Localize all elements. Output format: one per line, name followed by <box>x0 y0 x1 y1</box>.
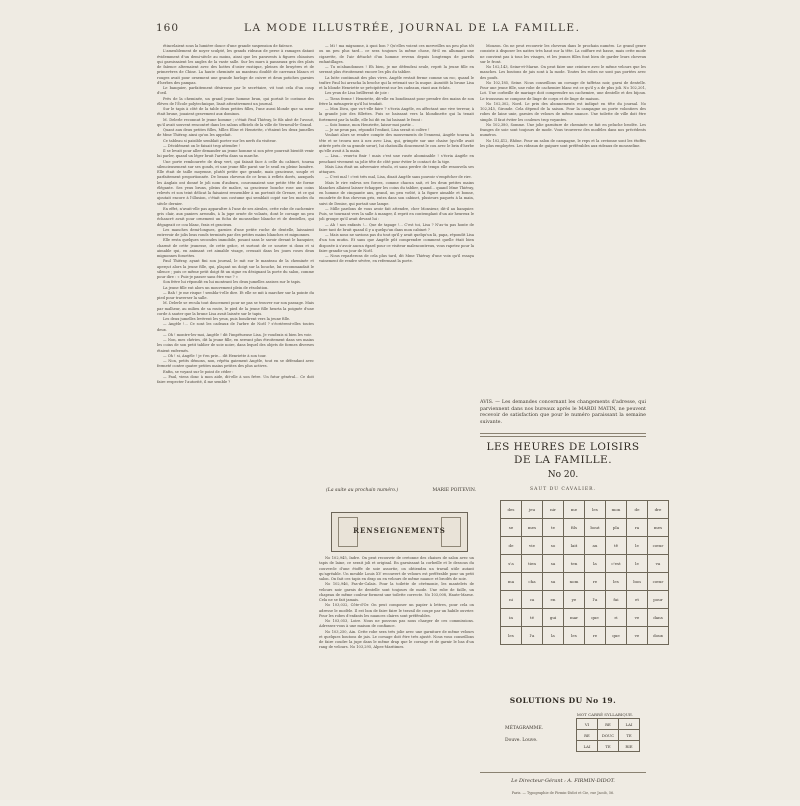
grid-cell: vie <box>522 537 543 555</box>
knight-tour-grid <box>500 500 669 645</box>
grid-cell: ni <box>501 591 522 609</box>
grid-cell: les <box>501 627 522 645</box>
grid-cell: TE <box>619 730 640 741</box>
story-paragraph: Les deux jumelles levèrent les yeux, puis bondirent vers la jeune fille. <box>163 317 291 321</box>
grid-cell: pla <box>606 519 627 537</box>
story-paragraph: Enfin, se voyant sur le point de céder : <box>163 369 234 374</box>
leisure-title: LES HEURES DE LOISIRS DE LA FAMILLE. <box>486 441 640 466</box>
grid-cell: fils <box>564 519 585 537</box>
solution-grid <box>576 718 640 752</box>
story-paragraph: Près de la cheminée, un grand jeune homme brun, qui portait le costume des élèves de l'École polytechnique, lisait attentivement un journal. <box>157 96 314 106</box>
story-paragraph: La jeune fille eut alors un mouvement plein de résolution. <box>163 285 269 290</box>
story-paragraph: Il se levait pour aller demander au jeune homme si son père pourrait bientôt venir lui parler, quand un léger bruit l'arrêta dans sa marche. <box>157 149 314 159</box>
grid-cell: RIE <box>619 741 640 752</box>
renseignement-entry: No 102,302, Nord. Le prix des abonnements est indiqué en tête du journal. No 102,345, Gironde. Cela dépend de la saison. Pour la campagne on porte volontiers des robes de laine unie, garnies de velours de même nuance. Une toilette de ville doit être simple. Il faut éviter les couleurs trop voyantes. <box>480 101 646 122</box>
leisure-number: No 20. <box>547 470 579 480</box>
renseignement-entry: Mouzon. On ne peut recouvrir les cheveux dans le prochain numéro. Le grand genre consiste à disposer les nattes très haut sur la tête. La coiffure est basse, mais cette mode ne convient pas à tous les visages, et les jeunes filles font bien de garder leurs cheveux sur le front. <box>480 44 646 64</box>
story-paragraph: Mais le rire enleva ses forces, comme chacun sait, et les deux petites mains blanches allaient laisser échapper les coins du tablier, quand... quand Mme Thiéray, en homme de cinquante ans, grand, un peu voûté, à la figure aimable et bonne, encadrée de fins cheveux gris, entra dans son cabinet, plusieurs paquets à la main, suivi de Denise, qui portait une lampe. <box>319 180 474 206</box>
grid-row <box>577 719 640 730</box>
grid-cell: re <box>585 627 606 645</box>
story-paragraph: Quant aux deux petites filles, Mlles Elise et Henriette, c'étaient les deux jumelles de Mme Thiéray, ainsi qu'on les appelait. <box>157 128 314 138</box>
grid-cell: la <box>543 627 564 645</box>
renseignement-entry: No 102,143, Seine-et-Marne. On peut faire une ceinture avec le même velours que les manches. Les boutons de jais sont à la mode. Toutes les robes ne sont pas portées avec des poufs. <box>480 65 646 80</box>
grid-cell: nir <box>543 501 564 519</box>
grid-cell: ve <box>627 627 648 645</box>
grid-row <box>501 519 669 537</box>
grid-cell: ten <box>564 555 585 573</box>
grid-cell: les <box>564 627 585 645</box>
grid-cell: des <box>501 501 522 519</box>
renseignement-entry: No 102,946, Pas-de-Calais. Pour la toilette de cérémonie, les mantelets de velours noir garnis de dentelle sont toujours de mode. Une robe de faille, un chapeau de même couleur forment une toilette correcte. No 103,008, Haute-Marne. Cela ne se fait jamais. <box>319 582 474 602</box>
divider <box>480 433 646 434</box>
grid-cell: mes <box>648 519 669 537</box>
story-paragraph: La lutte continuait des plus vives. Angèle restait ferme comme un roc, quand le traître Paul lui arracha la broche qui la retenait sur la nuque. Aussitôt la brune Lisa et la blonde Henriette se précipitèrent sur les cadeaux, riant aux éclats. <box>319 75 474 90</box>
story-paragraph: — Lisa... veux-tu finir ! mais c'est une rusée abominable ! s'écria Angèle en penchant vivement sa jolie tête de côté pour éviter le contact de la tige. <box>319 154 474 164</box>
renseignement-entry: No 103,250, Ain. Cette robe sera très jolie avec une garniture de même velours et quelques boutons de jais. Le corsage doit être très ajusté. Nous vous conseillons de faire coudre la jupe dans le même drap que le corsage et de garnir le bas d'un rang de velours. No 103,295, Alpes-Maritimes. <box>319 629 474 650</box>
grid-cell: jeu <box>522 501 543 519</box>
story-column-1 <box>157 44 314 732</box>
grid-row <box>501 501 669 519</box>
metagramme-block <box>505 723 543 747</box>
grid-cell: le <box>627 537 648 555</box>
to-be-continued: (La suite au prochain numéro.) <box>326 488 399 493</box>
grid-cell: l'a <box>522 627 543 645</box>
grid-cell: ca <box>522 591 543 609</box>
story-paragraph: — Oh ! si, Angèle ! je t'en prie... dit Henriette à son tour. <box>163 353 267 358</box>
grid-row <box>501 555 669 573</box>
grid-cell: te <box>543 519 564 537</box>
renseignement-entry: No 103,053, Loire. Nous ne pouvons pas nous charger de ces commissions. Adressez-vous à une maison de confiance. <box>319 619 474 629</box>
grid-cell: mes <box>522 519 543 537</box>
grid-cell: que <box>606 627 627 645</box>
grid-cell: les <box>606 573 627 591</box>
grid-cell: cœur <box>648 573 669 591</box>
story-paragraph: M. Delerle se recula tout doucement pour ne pas se trouver sur son passage. Mais par malheur, au milieu de sa route, le pied de la jeune fille heurta la poignée d'une corde à sauter que la brune Lisa avait laissée sur le tapis. <box>157 301 314 316</box>
renseignement-entry: No 102,380, Somme. Une jolie garniture de cheminée se fait en peluche brodée. Les franges de soie sont toujours de mode. Vous trouverez des modèles dans nos précédents numéros. <box>480 122 646 138</box>
grid-cell: bout <box>585 519 606 537</box>
grid-cell: in <box>501 609 522 627</box>
grid-cell: ra <box>627 519 648 537</box>
grid-cell: me <box>564 501 585 519</box>
solutions-subtitle: MOT CARRÉ SYLLABIQUE. <box>576 712 634 717</box>
page-header <box>152 22 652 36</box>
story-paragraph: — Nous reparlerons de cela plus tard, dit Mme Thiéray d'une voix qu'il essaya vainement de rendre sévère, en refermant la porte. <box>319 254 474 264</box>
story-paragraph: — Mille pardons de vous avoir fait attendre, cher Monsieur, dit-il au banquier. Puis, se tournant vers la salle à manger, il reprit en contemplant d'un air heureux le joli groupe qu'il avait devant lui : <box>319 206 474 222</box>
story-paragraph: — Oh ! montre-les-moi, Angèle ! dit l'impétueuse Lisa. Je voudrais si bien les voir. <box>163 332 312 337</box>
divider <box>480 436 646 437</box>
story-paragraph: En effet, n'avait-elle pas apparaître à l'une de ses aïeules, cette robe de cachemire gris clair, aux paniers arrondis, à la jupe ornée de volants, dont le corsage un peu échancré avait pour ornement un fichu de mousseline blanche et de dentelles, qui dégageait ce cou blanc, frais et gracieux. <box>157 206 314 227</box>
grid-cell: gui <box>543 609 564 627</box>
metagramme-label: MÉTAGRAMME. <box>505 726 544 731</box>
story-paragraph: — Tu m'abandonnes ! Eh bien, je me défendrai seule, reprit la jeune fille en serrant plus étroitement encore les plis du tablier. <box>319 65 474 75</box>
grid-cell: cha <box>522 573 543 591</box>
grid-cell: tien <box>522 555 543 573</box>
story-paragraph: Les yeux de Lisa brillèrent de joie : <box>325 91 390 96</box>
story-paragraph: Les manches demi-longues, garnies d'une petite ruche de dentelle, laissaient entrevoir de jolis bras ronds terminés par des petites mains blanches et mignonnes. <box>157 227 314 237</box>
grid-cell: RE <box>577 730 598 741</box>
grid-cell: au <box>585 537 606 555</box>
story-paragraph: — Non, petits démons, non, répéta gaiement Angèle, tout en se défendant avec fermeté contre quatre petites mains petites des plus actives. <box>157 359 314 369</box>
grid-cell: pour <box>648 591 669 609</box>
grid-cell: LAI <box>619 719 640 730</box>
story-paragraph: M. Delerle reconnut le jeune homme ; c'était Paul Thiéray, le fils aîné de l'avoué, qu'il avait souvent rencontré dans les salons officiels de la ville de Verneuil-le-Grand. <box>157 117 314 127</box>
grid-cell: RE <box>598 719 619 730</box>
story-paragraph: — Tiens ferme ! Henriette, dit-elle en bondissant pour prendre des mains de son frère la ménagerie qu'il lui tendait. <box>319 96 474 106</box>
story-paragraph: — Décidément on le faisait trop attendre ! <box>163 143 241 148</box>
renseignement-entry: No 102,945, Indre. On peut recouvrir de cretonne des chaises de salon avec un tapis de laine, ce serait joli et original. En garnissant la corbeille et le dessous du couvercle d'une étoffe de soie assortie, on obtiendra un travail utile autant qu'agréable. Un meuble Louis XV recouvert de velours est préférable pour un petit salon. On fait ces tapis en drap ou en velours de même nuance et brodés de soie. <box>319 556 474 581</box>
grid-cell: mar <box>564 609 585 627</box>
metagramme-answer: Douve. Louve. <box>505 738 538 743</box>
grid-cell: LAI <box>577 741 598 752</box>
story-paragraph: — Mon Dieu, que va-t-elle faire ? s'écria Angèle, en affectant une vive terreur, à la grande joie des fillettes. Puis se baissant vers la blondinette qui la tenait fortement par la taille, elle lui dit en lui baisant le front : <box>319 107 474 122</box>
grid-cell: et <box>627 591 648 609</box>
story-paragraph: — Mais nous ne savions pas du tout qu'il y avait quelqu'un là, papa, répondit Lisa d'un ton mutin. Et sans que Angèle pût comprendre comment quelle était bien disposée à s'avoir aucun égard pour ce visiteur malencontreux, vous rapetez pour la faire grandir un jour de Noël. <box>319 233 474 253</box>
story-paragraph: Voulant alors se rendre compte des mouvements de l'ennemi, Angèle tourna la tête et se trouva nez à nez avec Lisa, qui, grimpée sur une chaise (qu'elle avait attirée près de sa grande sœur), lui chatouilla doucement le cou avec le brin d'herbe qu'elle avait à la main. <box>319 133 474 153</box>
solutions-title: SOLUTIONS DU No 19. <box>509 696 617 705</box>
story-paragraph: Ce tableau si paisible semblait porter sur les nerfs du visiteur. <box>163 138 277 143</box>
page-number: 160 <box>156 22 180 34</box>
grid-cell: c'est <box>606 555 627 573</box>
grid-row <box>501 537 669 555</box>
story-paragraph: — Ah ! nos enfants !... Que de tapage !... C'est toi, Lisa ? N'as-tu pas honte de faire tant de bruit quand il y a quelqu'un dans mon cabinet ? <box>319 222 474 232</box>
leisure-subtitle: SAUT DU CAVALIER. <box>530 487 596 492</box>
story-paragraph: Sur le tapis à côté de la table deux petites filles, l'une aussi blonde que sa sœur était brune, jouaient gravement aux dominos. <box>157 107 314 117</box>
grid-row <box>501 573 669 591</box>
divider <box>480 772 646 773</box>
grid-cell: ma <box>501 573 522 591</box>
imprint-line: Paris. — Typographie de Firmin-Didot et Cie, rue Jacob, 56. <box>511 791 615 795</box>
director-line: Le Directeur-Gérant : A. FIRMIN-DIDOT. <box>511 778 615 784</box>
grid-cell: nom <box>564 573 585 591</box>
grid-cell: de <box>501 537 522 555</box>
story-paragraph: — Je ne peux pas, répondit l'enfant, Lisa serait si colère ! <box>325 128 430 132</box>
story-paragraph: Paul Thiéray, ayant fini son journal, le mit sur le manteau de la cheminée et aperçut alors la jeune fille, qui, plaçant un doigt sur la bouche, lui recommandait le silence ; puis ce même petit doigt fit un signe en désignant la porte du salon, comme pour dire : « Puis-je passer sans être vue ? » <box>157 259 314 279</box>
grid-row <box>501 609 669 627</box>
renseignements-heading: RENSEIGNEMENTS <box>353 526 446 535</box>
renseignements-column-3 <box>480 44 646 404</box>
grid-cell: TE <box>598 741 619 752</box>
grid-cell: se <box>501 519 522 537</box>
grid-cell: té <box>522 609 543 627</box>
grid-cell: en <box>543 591 564 609</box>
renseignement-entry: No 102,412, Rhône. Pour un salon de campagne, le reps et la cretonne sont les étoffes les plus employées. Les rideaux de guipure sont préférables aux rideaux de mousseline. <box>480 138 646 148</box>
grid-cell: dre <box>648 501 669 519</box>
grid-cell: que <box>585 609 606 627</box>
grid-cell: ri <box>606 609 627 627</box>
story-paragraph: Le banquier, parfaitement désireuse par le secrétaire, vit tout cela d'un coup d'œil. <box>157 86 314 96</box>
story-paragraph: — Paul, viens donc à mon aide, dit-elle à son frère. Un futur général... Ce doit faire respecter l'autorité, il me semble ? <box>157 374 314 384</box>
story-paragraph: — C'est mal ! c'est très mal, Lisa, disait Angèle sans pouvoir s'empêcher de rire. <box>325 175 472 180</box>
story-paragraph: Elle resta quelques secondes immobile, posant sans le savoir devant le banquier, charmé de cette jeunesse, de cette grâce, et surtout de ce sourire si doux et si aimable qui, en animant cet aimable visage, creusait dans les joues roses deux mignonnes fossettes. <box>157 238 314 258</box>
grid-cell: so <box>543 537 564 555</box>
grid-cell: ve <box>627 609 648 627</box>
grid-cell: va <box>648 555 669 573</box>
grid-cell: tê <box>606 537 627 555</box>
story-paragraph: — Non, mes chéries, dit la jeune fille, en serrant plus étroitement dans ses mains les coins de son petit tablier de soie noire, dans lequel des objets de formes diverses étaient enfermés. <box>157 338 314 353</box>
grid-row <box>501 591 669 609</box>
renseignement-entry: No 102,185, Seine. Nous conseillons un corsage de taffetas noir, garni de dentelle. Pour une jeune fille, une robe de cachemire blanc est ce qu'il y a de plus joli. No 102,201, Lot. Une corbeille de mariage doit comprendre un cachemire, une dentelle et des bijoux. Le trousseau se compose de linge de corps et de linge de maison. <box>480 80 646 101</box>
renseignement-entry: No 103,032, Côte-d'Or. On peut composer un papier à lettres, pour cela on adresse le modèle. Il est bon de faire faire le travail de coupe par un habile ouvrier. Pour les robes d'enfants les nuances claires sont préférables. <box>319 603 474 618</box>
grid-cell: dans <box>648 609 669 627</box>
grid-cell: VI <box>577 719 598 730</box>
grid-cell: lait <box>564 537 585 555</box>
grid-cell: doux <box>648 627 669 645</box>
grid-cell: de <box>627 501 648 519</box>
grid-row <box>577 730 640 741</box>
story-paragraph: Son frère lui répondit en lui montrant les deux jumelles assises sur le tapis. <box>163 280 302 285</box>
story-author: MARIE POITEVIN. <box>432 488 476 493</box>
renseignements-column-2 <box>319 556 474 806</box>
story-paragraph: — Bah ! je me risque ! sembla-t-elle dire. Et elle se mit à marcher sur la pointe du pied pour traverser la salle. <box>157 290 314 300</box>
grid-cell: les <box>585 501 606 519</box>
story-paragraph: Mais Lisa était un adversaire résolu, et sans perdre de temps elle renouvela ses attaques. <box>319 164 474 174</box>
grid-cell: l'a <box>585 591 606 609</box>
story-paragraph: L'ameublement de noyer sculpté, les grands rideaux de perse à ramages datant évidemment d'un demi-siècle au moins, ainsi que les paravents à figures chinoises qui garnissaient les angles de la vaste salle. Sur les murs à panneaux gris des plats de faïence alternaient avec des hottes d'osier rustique, pleines de bruyères et de primevères de Chine. La haute cheminée au manteau doublé de carreaux blancs et rouges avait pour ornement une grande horloge de cuivre et deux potiches garnies d'herbes des pampas. <box>157 49 314 85</box>
grid-cell: ye <box>564 591 585 609</box>
grid-cell: re <box>585 573 606 591</box>
avis-notice: AVIS. — Les demandes concernant les changements d'adresse, qui parviennent dans nos bureaux après le MARDI MATIN, ne peuvent recevoir de satisfaction que pour le numéro paraissant la semaine suivante. <box>480 400 646 425</box>
grid-cell: fai <box>606 591 627 609</box>
grid-row <box>501 627 669 645</box>
renseignements-banner <box>331 512 468 552</box>
grid-cell: bon <box>627 573 648 591</box>
grid-cell: cœur <box>648 537 669 555</box>
story-column-2 <box>319 44 474 489</box>
story-paragraph: — Mi ! ma mignonne, à quoi bon ? Qu'elles voient ces merveilles un peu plus tôt ou un peu plus tard... ce sera toujours la même chose, fit-il en allumant une cigarette, de l'air détaché d'un homme revenu depuis longtemps de pareils enfantillages. <box>319 44 474 64</box>
story-signoff <box>326 488 476 493</box>
story-paragraph: — Sois bonne, mon Henriette, laisse-moi partir... <box>325 122 414 127</box>
grid-cell: sa <box>543 573 564 591</box>
grid-cell: sa <box>543 555 564 573</box>
journal-title: LA MODE ILLUSTRÉE, JOURNAL DE LA FAMILLE. <box>244 22 581 34</box>
grid-cell: DOUC <box>598 730 619 741</box>
story-paragraph: Une porte rembourrée de drap vert, qui faisait face à celle du cabinet, tourna silencieusement sur ses gonds, et une jeune fille parut sur le seuil en pleine lumière. Elle était de taille moyenne, plutôt petite que grande, mais gracieuse, souple et parfaitement proportionnée. De beaux cheveux de ce brun à reflets dorés, auxquels les Anglais ont donné le joli nom d'auburn, couronnaient une petite tête de forme élégante. Ses yeux bruns, pleins de malice, sa gracieuse bouche rose aux coins relevés et son teint délicat la faisaient ressembler à un portrait de Greuze, et ce qui ajoutait encore à l'illusion, c'était son costume qui semblait copié sur les modes du siècle dernier. <box>157 159 314 206</box>
grid-cell: la <box>585 555 606 573</box>
story-paragraph: — Angèle !... Ce sont les cadeaux de l'arbre de Noël ? s'écrièrent-elles toutes deux. <box>157 322 314 332</box>
grid-cell: le <box>627 555 648 573</box>
grid-cell: mon <box>606 501 627 519</box>
story-paragraph: étincelaient sous la lumière douce d'une grande suspension de faïence. <box>163 44 294 48</box>
grid-cell: s'a <box>501 555 522 573</box>
grid-row <box>577 741 640 752</box>
